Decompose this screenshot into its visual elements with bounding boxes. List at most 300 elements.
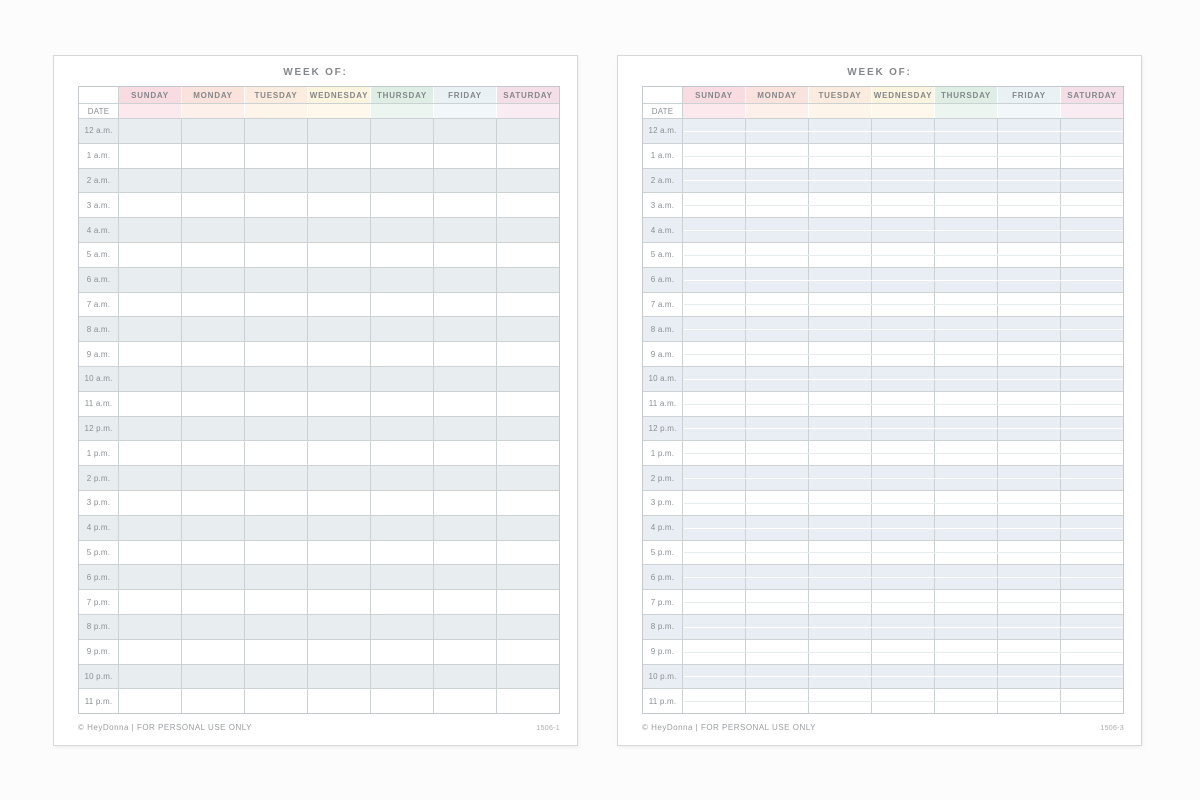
time-label: 2 p.m. bbox=[79, 466, 119, 490]
time-label: 10 a.m. bbox=[79, 367, 119, 391]
schedule-cell bbox=[871, 317, 934, 341]
footer-page-code: 1506-3 bbox=[1100, 725, 1124, 732]
schedule-cell bbox=[307, 243, 370, 267]
time-label: 8 a.m. bbox=[79, 317, 119, 341]
schedule-cell bbox=[244, 417, 307, 441]
hour-row bbox=[643, 440, 1123, 465]
schedule-cell bbox=[997, 342, 1060, 366]
schedule-cell bbox=[997, 417, 1060, 441]
schedule-cell bbox=[934, 565, 997, 589]
schedule-cell bbox=[683, 565, 745, 589]
day-header-cell: WEDNESDAY bbox=[871, 87, 934, 103]
schedule-cell bbox=[683, 466, 745, 490]
schedule-cell bbox=[934, 144, 997, 168]
date-cell bbox=[934, 104, 997, 118]
schedule-cell bbox=[808, 441, 871, 465]
schedule-cell bbox=[244, 565, 307, 589]
hour-row bbox=[79, 168, 559, 193]
schedule-cell bbox=[496, 441, 559, 465]
date-cell bbox=[307, 104, 370, 118]
schedule-cell bbox=[745, 615, 808, 639]
date-cell bbox=[871, 104, 934, 118]
schedule-cell bbox=[1060, 144, 1123, 168]
schedule-cell bbox=[307, 119, 370, 143]
schedule-cell bbox=[307, 491, 370, 515]
time-label: 12 p.m. bbox=[79, 417, 119, 441]
schedule-cell bbox=[181, 218, 244, 242]
schedule-cell bbox=[1060, 565, 1123, 589]
hour-row bbox=[79, 366, 559, 391]
time-label: 10 p.m. bbox=[79, 665, 119, 689]
schedule-cell bbox=[119, 119, 181, 143]
schedule-cell bbox=[934, 417, 997, 441]
hour-row bbox=[79, 614, 559, 639]
hour-row bbox=[643, 564, 1123, 589]
schedule-cell bbox=[370, 491, 433, 515]
hour-row bbox=[643, 416, 1123, 441]
schedule-cell bbox=[808, 367, 871, 391]
schedule-cell bbox=[370, 144, 433, 168]
schedule-cell bbox=[745, 367, 808, 391]
date-cell bbox=[808, 104, 871, 118]
schedule-cell bbox=[808, 119, 871, 143]
schedule-cell bbox=[244, 169, 307, 193]
schedule-cell bbox=[119, 689, 181, 713]
schedule-cell bbox=[433, 169, 496, 193]
schedule-cell bbox=[496, 268, 559, 292]
time-label: 3 p.m. bbox=[79, 491, 119, 515]
schedule-cell bbox=[307, 317, 370, 341]
schedule-cell bbox=[433, 417, 496, 441]
schedule-cell bbox=[496, 466, 559, 490]
time-label: 7 p.m. bbox=[643, 590, 683, 614]
schedule-cell bbox=[871, 144, 934, 168]
schedule-cell bbox=[370, 466, 433, 490]
planner-page-2 bbox=[617, 55, 1142, 746]
schedule-cell bbox=[745, 417, 808, 441]
schedule-cell bbox=[808, 342, 871, 366]
schedule-cell bbox=[181, 590, 244, 614]
hour-row bbox=[79, 391, 559, 416]
schedule-cell bbox=[745, 342, 808, 366]
time-label: 6 p.m. bbox=[643, 565, 683, 589]
schedule-cell bbox=[119, 640, 181, 664]
schedule-cell bbox=[871, 466, 934, 490]
schedule-cell bbox=[119, 367, 181, 391]
date-cell bbox=[181, 104, 244, 118]
schedule-cell bbox=[181, 665, 244, 689]
schedule-cell bbox=[496, 218, 559, 242]
schedule-cell bbox=[934, 169, 997, 193]
schedule-cell bbox=[934, 665, 997, 689]
schedule-cell bbox=[181, 441, 244, 465]
time-label: 1 a.m. bbox=[79, 144, 119, 168]
day-header-cell: SUNDAY bbox=[683, 87, 745, 103]
schedule-cell bbox=[119, 417, 181, 441]
schedule-cell bbox=[244, 640, 307, 664]
schedule-cell bbox=[433, 243, 496, 267]
schedule-cell bbox=[370, 541, 433, 565]
weekly-schedule-table bbox=[642, 86, 1124, 714]
schedule-cell bbox=[496, 615, 559, 639]
schedule-cell bbox=[307, 615, 370, 639]
schedule-cell bbox=[496, 367, 559, 391]
schedule-cell bbox=[934, 367, 997, 391]
day-header-cell: FRIDAY bbox=[433, 87, 496, 103]
schedule-cell bbox=[683, 367, 745, 391]
page-footer bbox=[642, 723, 1124, 732]
planner-page-1 bbox=[53, 55, 578, 746]
schedule-cell bbox=[307, 441, 370, 465]
schedule-cell bbox=[370, 665, 433, 689]
schedule-cell bbox=[683, 491, 745, 515]
schedule-cell bbox=[1060, 119, 1123, 143]
schedule-cell bbox=[433, 367, 496, 391]
schedule-cell bbox=[683, 392, 745, 416]
schedule-cell bbox=[934, 342, 997, 366]
schedule-cell bbox=[745, 268, 808, 292]
schedule-cell bbox=[496, 590, 559, 614]
schedule-cell bbox=[745, 218, 808, 242]
schedule-cell bbox=[1060, 392, 1123, 416]
time-label: 9 a.m. bbox=[643, 342, 683, 366]
hour-row bbox=[643, 614, 1123, 639]
schedule-cell bbox=[119, 665, 181, 689]
schedule-cell bbox=[808, 193, 871, 217]
schedule-cell bbox=[934, 317, 997, 341]
schedule-cell bbox=[683, 590, 745, 614]
schedule-cell bbox=[307, 293, 370, 317]
hour-row bbox=[79, 465, 559, 490]
schedule-cell bbox=[808, 590, 871, 614]
schedule-cell bbox=[307, 144, 370, 168]
schedule-cell bbox=[997, 243, 1060, 267]
schedule-cell bbox=[871, 293, 934, 317]
schedule-cell bbox=[745, 317, 808, 341]
schedule-cell bbox=[1060, 615, 1123, 639]
day-header-cell: SATURDAY bbox=[1060, 87, 1123, 103]
schedule-cell bbox=[871, 119, 934, 143]
schedule-cell bbox=[997, 516, 1060, 540]
schedule-cell bbox=[934, 193, 997, 217]
schedule-cell bbox=[808, 317, 871, 341]
time-label: 4 p.m. bbox=[79, 516, 119, 540]
schedule-cell bbox=[997, 466, 1060, 490]
schedule-cell bbox=[307, 169, 370, 193]
schedule-cell bbox=[119, 144, 181, 168]
hour-row bbox=[79, 515, 559, 540]
schedule-cell bbox=[1060, 665, 1123, 689]
schedule-cell bbox=[745, 193, 808, 217]
schedule-cell bbox=[433, 615, 496, 639]
day-header-cell: SATURDAY bbox=[496, 87, 559, 103]
schedule-cell bbox=[496, 491, 559, 515]
time-label: 9 p.m. bbox=[79, 640, 119, 664]
time-label: 4 p.m. bbox=[643, 516, 683, 540]
time-label: 3 a.m. bbox=[643, 193, 683, 217]
date-label: DATE bbox=[79, 104, 119, 118]
schedule-cell bbox=[433, 317, 496, 341]
schedule-cell bbox=[119, 317, 181, 341]
time-label: 8 p.m. bbox=[79, 615, 119, 639]
schedule-cell bbox=[244, 193, 307, 217]
time-label: 6 p.m. bbox=[79, 565, 119, 589]
schedule-cell bbox=[433, 144, 496, 168]
hour-row bbox=[79, 143, 559, 168]
schedule-cell bbox=[745, 491, 808, 515]
day-header-cell: THURSDAY bbox=[370, 87, 433, 103]
day-header-cell: SUNDAY bbox=[119, 87, 181, 103]
schedule-cell bbox=[370, 367, 433, 391]
schedule-cell bbox=[871, 590, 934, 614]
time-label: 11 p.m. bbox=[643, 689, 683, 713]
schedule-cell bbox=[119, 466, 181, 490]
schedule-cell bbox=[244, 441, 307, 465]
schedule-cell bbox=[683, 342, 745, 366]
schedule-cell bbox=[244, 243, 307, 267]
schedule-cell bbox=[997, 367, 1060, 391]
schedule-cell bbox=[871, 541, 934, 565]
schedule-cell bbox=[244, 268, 307, 292]
schedule-cell bbox=[808, 689, 871, 713]
schedule-cell bbox=[997, 491, 1060, 515]
schedule-cell bbox=[683, 441, 745, 465]
date-row bbox=[79, 103, 559, 118]
time-label: 2 a.m. bbox=[79, 169, 119, 193]
schedule-cell bbox=[244, 590, 307, 614]
schedule-cell bbox=[433, 565, 496, 589]
schedule-cell bbox=[370, 119, 433, 143]
schedule-cell bbox=[181, 144, 244, 168]
schedule-cell bbox=[871, 441, 934, 465]
schedule-cell bbox=[808, 565, 871, 589]
week-of-title: WEEK OF: bbox=[283, 67, 348, 78]
schedule-cell bbox=[496, 565, 559, 589]
schedule-cell bbox=[1060, 367, 1123, 391]
schedule-cell bbox=[683, 193, 745, 217]
schedule-cell bbox=[307, 193, 370, 217]
day-header-cell: THURSDAY bbox=[934, 87, 997, 103]
schedule-cell bbox=[871, 491, 934, 515]
schedule-cell bbox=[1060, 640, 1123, 664]
schedule-cell bbox=[871, 218, 934, 242]
schedule-cell bbox=[244, 218, 307, 242]
schedule-cell bbox=[745, 169, 808, 193]
schedule-cell bbox=[370, 392, 433, 416]
schedule-cell bbox=[119, 243, 181, 267]
hour-row bbox=[79, 540, 559, 565]
hour-row bbox=[79, 589, 559, 614]
schedule-cell bbox=[370, 417, 433, 441]
schedule-cell bbox=[745, 689, 808, 713]
schedule-cell bbox=[997, 392, 1060, 416]
schedule-cell bbox=[496, 392, 559, 416]
schedule-cell bbox=[244, 293, 307, 317]
schedule-cell bbox=[934, 441, 997, 465]
date-cell bbox=[997, 104, 1060, 118]
hour-row bbox=[79, 688, 559, 713]
schedule-cell bbox=[1060, 243, 1123, 267]
schedule-cell bbox=[433, 293, 496, 317]
hour-row bbox=[643, 217, 1123, 242]
schedule-cell bbox=[496, 243, 559, 267]
schedule-cell bbox=[997, 169, 1060, 193]
day-header-cell: MONDAY bbox=[745, 87, 808, 103]
schedule-cell bbox=[1060, 268, 1123, 292]
schedule-cell bbox=[433, 268, 496, 292]
schedule-cell bbox=[181, 417, 244, 441]
date-cell bbox=[683, 104, 745, 118]
hour-row bbox=[643, 192, 1123, 217]
schedule-cell bbox=[997, 218, 1060, 242]
date-cell bbox=[244, 104, 307, 118]
schedule-cell bbox=[181, 615, 244, 639]
schedule-cell bbox=[244, 119, 307, 143]
schedule-cell bbox=[683, 144, 745, 168]
schedule-cell bbox=[307, 466, 370, 490]
schedule-cell bbox=[496, 417, 559, 441]
schedule-cell bbox=[808, 144, 871, 168]
page-footer bbox=[78, 723, 560, 732]
schedule-cell bbox=[181, 243, 244, 267]
time-label: 2 p.m. bbox=[643, 466, 683, 490]
schedule-cell bbox=[808, 218, 871, 242]
time-label: 1 a.m. bbox=[643, 144, 683, 168]
schedule-cell bbox=[496, 640, 559, 664]
hour-row bbox=[79, 664, 559, 689]
hour-row bbox=[643, 143, 1123, 168]
hour-row bbox=[643, 465, 1123, 490]
schedule-cell bbox=[871, 640, 934, 664]
schedule-cell bbox=[745, 665, 808, 689]
time-label: 11 p.m. bbox=[79, 689, 119, 713]
schedule-cell bbox=[181, 169, 244, 193]
footer-page-code: 1506-1 bbox=[536, 725, 560, 732]
schedule-cell bbox=[1060, 590, 1123, 614]
schedule-cell bbox=[1060, 441, 1123, 465]
schedule-cell bbox=[119, 293, 181, 317]
schedule-cell bbox=[119, 565, 181, 589]
schedule-cell bbox=[683, 293, 745, 317]
schedule-cell bbox=[997, 293, 1060, 317]
schedule-cell bbox=[934, 516, 997, 540]
time-label: 3 p.m. bbox=[643, 491, 683, 515]
time-label: 4 a.m. bbox=[643, 218, 683, 242]
schedule-cell bbox=[433, 665, 496, 689]
hour-row bbox=[79, 639, 559, 664]
hour-row bbox=[79, 118, 559, 143]
date-cell bbox=[745, 104, 808, 118]
schedule-cell bbox=[683, 119, 745, 143]
schedule-cell bbox=[934, 293, 997, 317]
schedule-cell bbox=[871, 342, 934, 366]
day-header-cell: FRIDAY bbox=[997, 87, 1060, 103]
schedule-cell bbox=[370, 590, 433, 614]
schedule-cell bbox=[119, 169, 181, 193]
schedule-cell bbox=[370, 293, 433, 317]
schedule-cell bbox=[496, 665, 559, 689]
schedule-cell bbox=[244, 466, 307, 490]
schedule-cell bbox=[370, 640, 433, 664]
schedule-cell bbox=[119, 491, 181, 515]
day-header-cell: WEDNESDAY bbox=[307, 87, 370, 103]
schedule-cell bbox=[496, 144, 559, 168]
schedule-cell bbox=[871, 367, 934, 391]
hour-row bbox=[79, 416, 559, 441]
schedule-cell bbox=[496, 541, 559, 565]
hour-row bbox=[643, 341, 1123, 366]
schedule-cell bbox=[307, 689, 370, 713]
schedule-cell bbox=[181, 392, 244, 416]
schedule-cell bbox=[808, 665, 871, 689]
schedule-cell bbox=[871, 268, 934, 292]
schedule-cell bbox=[244, 367, 307, 391]
day-header-row bbox=[643, 87, 1123, 103]
schedule-cell bbox=[871, 615, 934, 639]
footer-copyright: © HeyDonna | FOR PERSONAL USE ONLY bbox=[642, 723, 816, 732]
time-label: 9 p.m. bbox=[643, 640, 683, 664]
schedule-cell bbox=[244, 615, 307, 639]
time-label: 10 p.m. bbox=[643, 665, 683, 689]
schedule-cell bbox=[119, 392, 181, 416]
schedule-cell bbox=[1060, 218, 1123, 242]
time-label: 6 a.m. bbox=[643, 268, 683, 292]
hour-row bbox=[643, 267, 1123, 292]
schedule-cell bbox=[997, 193, 1060, 217]
schedule-cell bbox=[307, 590, 370, 614]
schedule-cell bbox=[683, 243, 745, 267]
schedule-cell bbox=[119, 268, 181, 292]
schedule-cell bbox=[934, 590, 997, 614]
schedule-cell bbox=[307, 367, 370, 391]
schedule-cell bbox=[808, 516, 871, 540]
schedule-cell bbox=[496, 317, 559, 341]
schedule-cell bbox=[1060, 169, 1123, 193]
week-of-title: WEEK OF: bbox=[847, 67, 912, 78]
schedule-cell bbox=[433, 590, 496, 614]
time-label: 11 a.m. bbox=[643, 392, 683, 416]
date-cell bbox=[433, 104, 496, 118]
time-label: 7 a.m. bbox=[643, 293, 683, 317]
schedule-cell bbox=[433, 491, 496, 515]
schedule-cell bbox=[683, 218, 745, 242]
schedule-cell bbox=[745, 640, 808, 664]
schedule-cell bbox=[433, 640, 496, 664]
hour-row bbox=[643, 515, 1123, 540]
schedule-cell bbox=[808, 268, 871, 292]
schedule-cell bbox=[370, 615, 433, 639]
schedule-cell bbox=[934, 268, 997, 292]
corner-cell bbox=[79, 87, 119, 103]
schedule-cell bbox=[119, 342, 181, 366]
date-label: DATE bbox=[643, 104, 683, 118]
hour-row bbox=[79, 564, 559, 589]
schedule-cell bbox=[808, 169, 871, 193]
schedule-cell bbox=[934, 218, 997, 242]
schedule-cell bbox=[1060, 293, 1123, 317]
time-label: 1 p.m. bbox=[79, 441, 119, 465]
schedule-cell bbox=[433, 193, 496, 217]
schedule-cell bbox=[1060, 466, 1123, 490]
schedule-cell bbox=[370, 342, 433, 366]
schedule-cell bbox=[496, 119, 559, 143]
schedule-cell bbox=[808, 640, 871, 664]
schedule-cell bbox=[370, 193, 433, 217]
schedule-cell bbox=[745, 119, 808, 143]
schedule-cell bbox=[433, 516, 496, 540]
schedule-cell bbox=[934, 615, 997, 639]
schedule-cell bbox=[871, 417, 934, 441]
